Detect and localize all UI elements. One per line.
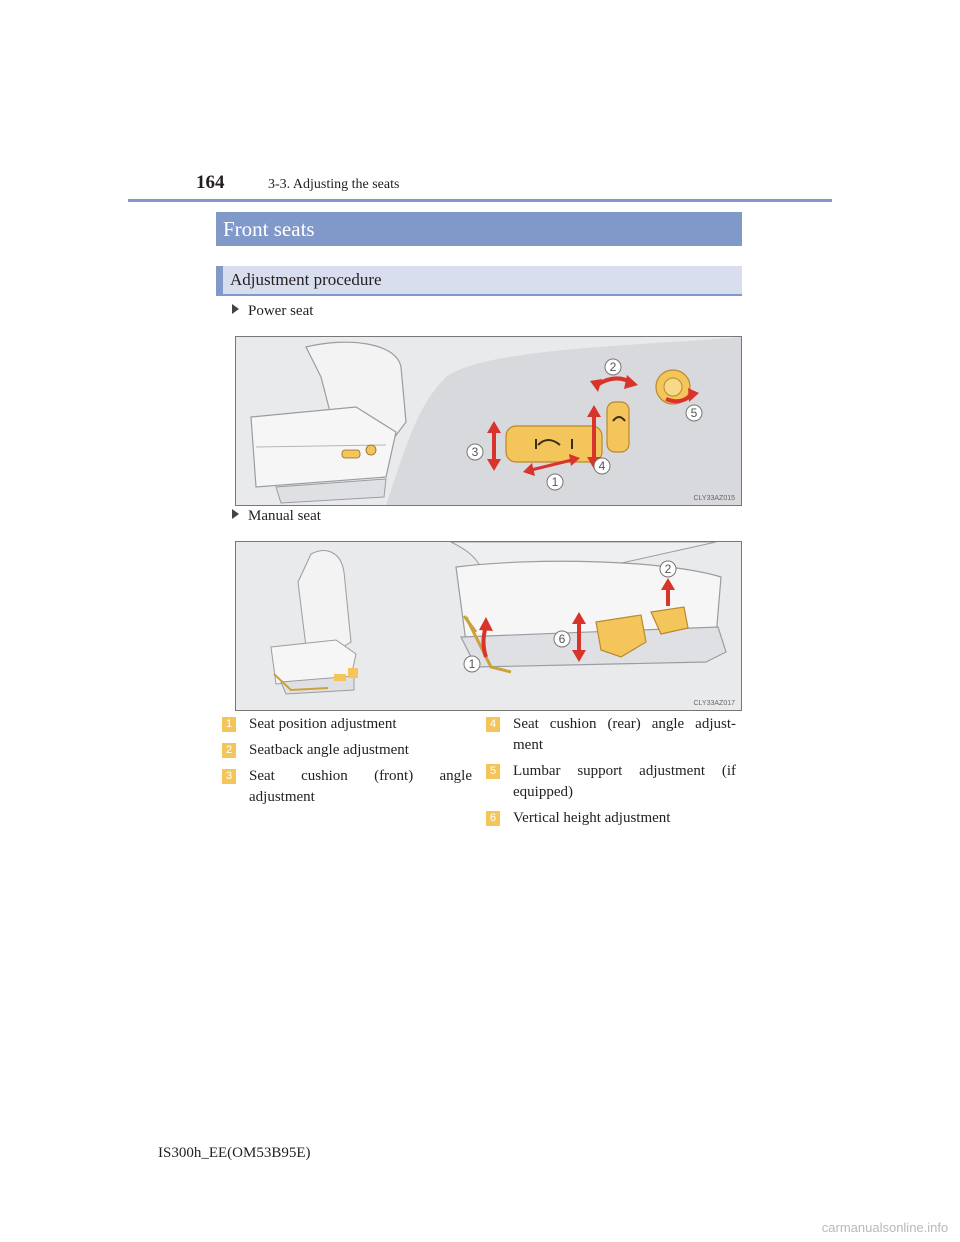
svg-text:3: 3	[471, 445, 479, 459]
svg-text:2: 2	[609, 360, 617, 374]
svg-text:6: 6	[558, 632, 566, 646]
number-badge: 4	[486, 717, 500, 732]
legend-left-column	[222, 714, 472, 813]
figure-heading-manual-seat	[232, 508, 321, 525]
svg-text:2: 2	[664, 562, 672, 576]
footer-model-code: IS300h_EE(OM53B95E)	[158, 1145, 311, 1161]
figure-heading-label: Power seat	[248, 303, 314, 319]
header-rule	[128, 199, 832, 202]
legend-item	[222, 740, 472, 761]
legend-item	[486, 714, 736, 756]
legend-item	[486, 761, 736, 803]
svg-text:1: 1	[551, 475, 559, 489]
number-badge: 5	[486, 764, 500, 779]
legend-text: Seat position adjustment	[249, 716, 397, 732]
number-badge: 6	[486, 811, 500, 826]
figure-heading-label: Manual seat	[248, 508, 321, 524]
legend-text: Seat cushion (rear) angle adjust-ment	[513, 716, 736, 753]
svg-text:5: 5	[690, 406, 698, 420]
legend-text: Lumbar support adjustment (if equipped)	[513, 763, 736, 800]
number-badge: 1	[222, 717, 236, 732]
running-head: 3-3. Adjusting the seats	[268, 177, 400, 192]
legend-item	[222, 714, 472, 735]
figure-manual-seat	[235, 541, 742, 711]
legend-item	[486, 808, 736, 829]
figure-power-seat	[235, 336, 742, 506]
svg-text:1: 1	[468, 657, 476, 671]
legend-text: Seat cushion (front) angle adjustment	[249, 768, 472, 805]
manual-seat-illustration	[236, 542, 741, 710]
subsection-title: Adjustment procedure	[216, 266, 742, 296]
figure-heading-power-seat	[232, 303, 313, 320]
legend-text: Vertical height adjustment	[513, 810, 671, 826]
legend-text: Seatback angle adjustment	[249, 742, 409, 758]
power-seat-illustration	[236, 337, 741, 505]
watermark: carmanualsonline.info	[821, 1220, 949, 1235]
svg-text:4: 4	[598, 459, 606, 473]
figure-code: CLY33AZ015	[693, 495, 735, 502]
legend-right-column	[486, 714, 736, 834]
number-badge: 3	[222, 769, 236, 784]
triangle-bullet-icon	[232, 509, 239, 519]
legend-item	[222, 766, 472, 808]
page-number: 164	[196, 172, 225, 193]
number-badge: 2	[222, 743, 236, 758]
figure-code: CLY33AZ017	[693, 700, 735, 707]
section-title: Front seats	[216, 212, 742, 246]
triangle-bullet-icon	[232, 304, 239, 314]
